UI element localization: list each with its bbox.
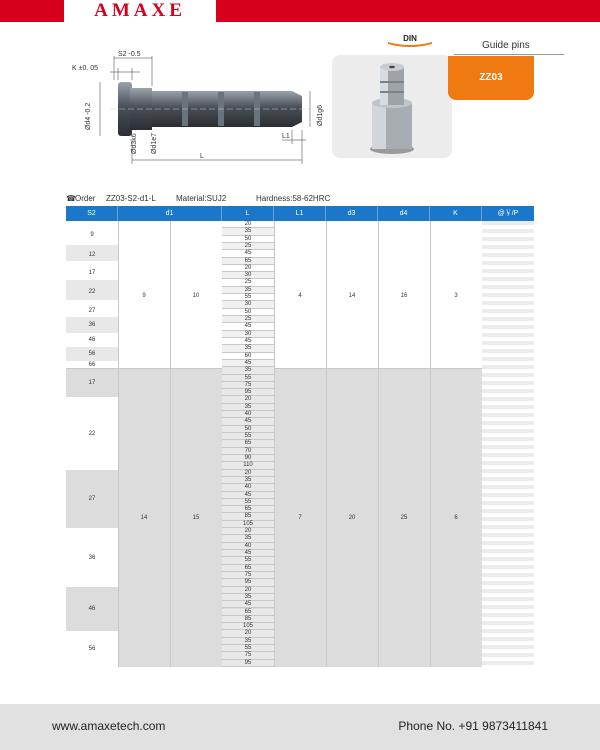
header-l1: L1 [274, 206, 326, 221]
price-column [482, 221, 534, 667]
order-info [66, 194, 536, 206]
l-value: 85 [222, 513, 274, 520]
s2-value: 36 [88, 555, 96, 561]
d4-value: 25 [400, 515, 408, 521]
l-value: 35 [222, 638, 274, 645]
product-code-box: ZZ03 [448, 56, 534, 100]
l-value: 35 [222, 228, 274, 235]
l-value: 25 [222, 243, 274, 250]
l-value: 45 [222, 601, 274, 608]
label-d1e7: Ød1e7 [151, 132, 158, 154]
l-value: 60 [222, 353, 274, 360]
l-value: 45 [222, 250, 274, 257]
l-value: 55 [222, 375, 274, 382]
l-value: 35 [222, 535, 274, 542]
d1-value: 15 [192, 515, 200, 521]
top-bar [0, 0, 600, 22]
l-value: 50 [222, 426, 274, 433]
l-value: 90 [222, 455, 274, 462]
d1-value: 9 [142, 293, 146, 299]
l-value: 95 [222, 579, 274, 586]
label-l: L [200, 153, 204, 160]
category-title: Guide pins [482, 40, 530, 51]
l-value: 85 [222, 616, 274, 623]
product-photo [332, 55, 452, 158]
label-l1: L1 [282, 133, 290, 140]
l-value: 25 [222, 316, 274, 323]
l-value: 40 [222, 543, 274, 550]
order-label: Order [75, 194, 96, 203]
l-value: 55 [222, 645, 274, 652]
header-d4: d4 [378, 206, 430, 221]
l-value: 50 [222, 236, 274, 243]
s2-value: 17 [88, 380, 96, 386]
l-value: 110 [222, 462, 274, 469]
l-value: 35 [222, 367, 274, 374]
material: Material:SUJ2 [176, 194, 227, 203]
l-value: 40 [222, 411, 274, 418]
l-value: 30 [222, 272, 274, 279]
s2-value: 36 [88, 322, 96, 328]
product-title-area [454, 38, 564, 55]
technical-drawing [70, 46, 330, 176]
l-value: 105 [222, 521, 274, 528]
l-value: 20 [222, 470, 274, 477]
l-value: 35 [222, 477, 274, 484]
s2-value: 46 [88, 337, 96, 343]
label-d1g6: Ød1g6 [317, 104, 324, 126]
l-value: 50 [222, 309, 274, 316]
din-label: DIN [403, 34, 417, 43]
brand-logo: AMAXE [64, 0, 216, 22]
l-value: 40 [222, 484, 274, 491]
d3-value: 14 [348, 293, 356, 299]
d4-value: 16 [400, 293, 408, 299]
l-value: 45 [222, 323, 274, 330]
header-d1: d1 [118, 206, 222, 221]
s2-value: 27 [88, 308, 96, 314]
header-price: @￥/P [497, 210, 519, 217]
l-value: 65 [222, 565, 274, 572]
s2-value: 27 [88, 496, 96, 502]
spec-table [66, 221, 534, 667]
order-code: ZZ03-S2-d1-L [106, 194, 156, 203]
hardness: Hardness:58-62HRC [256, 194, 331, 203]
s2-value: 22 [88, 431, 96, 437]
label-d4: Ød4 -0.2 [85, 102, 92, 130]
l-value: 75 [222, 572, 274, 579]
l-value: 30 [222, 301, 274, 308]
website-link[interactable]: www.amaxetech.com [52, 719, 166, 733]
k-value: 3 [454, 293, 458, 299]
s2-value: 56 [88, 646, 96, 652]
label-k: K ±0. 05 [72, 65, 99, 72]
l-value: 55 [222, 294, 274, 301]
l-value: 65 [222, 609, 274, 616]
l-value: 75 [222, 382, 274, 389]
l-value: 20 [222, 528, 274, 535]
l-value: 65 [222, 258, 274, 265]
l-value: 105 [222, 623, 274, 630]
d1-value: 10 [192, 293, 200, 299]
s2-value: 56 [88, 351, 96, 357]
l-value: 95 [222, 389, 274, 396]
l-value: 65 [222, 440, 274, 447]
phone-icon: ☎ [66, 194, 76, 203]
s2-value: 17 [88, 270, 96, 276]
l-value: 45 [222, 418, 274, 425]
l-value: 20 [222, 265, 274, 272]
s2-value: 9 [90, 232, 94, 238]
l1-value: 4 [298, 293, 302, 299]
l-value: 30 [222, 331, 274, 338]
l-value: 55 [222, 499, 274, 506]
l-value: 70 [222, 448, 274, 455]
l1-value: 7 [298, 515, 302, 521]
l-value: 45 [222, 360, 274, 367]
header-k: K [430, 206, 482, 221]
header-d3: d3 [326, 206, 378, 221]
l-value: 35 [222, 594, 274, 601]
l-value: 20 [222, 630, 274, 637]
phone-number: Phone No. +91 9873411841 [398, 719, 548, 733]
label-s2: S2 -0.5 [118, 51, 141, 58]
s2-value: 46 [88, 606, 96, 612]
l-value: 65 [222, 506, 274, 513]
k-value: 6 [454, 515, 458, 521]
s2-value: 22 [88, 289, 96, 295]
header-s2: S2 [66, 206, 118, 221]
d3-value: 20 [348, 515, 356, 521]
header-l: L [222, 206, 274, 221]
footer [0, 704, 600, 750]
l-value: 55 [222, 433, 274, 440]
s2-value: 12 [88, 252, 96, 258]
l-value: 35 [222, 287, 274, 294]
l-value: 45 [222, 492, 274, 499]
l-value: 25 [222, 279, 274, 286]
d1-value: 14 [140, 515, 148, 521]
l-value: 45 [222, 338, 274, 345]
l-value: 35 [222, 404, 274, 411]
label-d3: Ød3k6 [131, 133, 138, 154]
l-value: 35 [222, 345, 274, 352]
l-value: 55 [222, 557, 274, 564]
title-divider [454, 54, 564, 55]
l-value: 20 [222, 587, 274, 594]
table-header [66, 206, 534, 221]
s2-value: 66 [88, 362, 96, 368]
l-value: 20 [222, 396, 274, 403]
l-value: 45 [222, 550, 274, 557]
l-value: 95 [222, 660, 274, 667]
l-value: 75 [222, 652, 274, 659]
l-value: 20 [222, 221, 274, 228]
